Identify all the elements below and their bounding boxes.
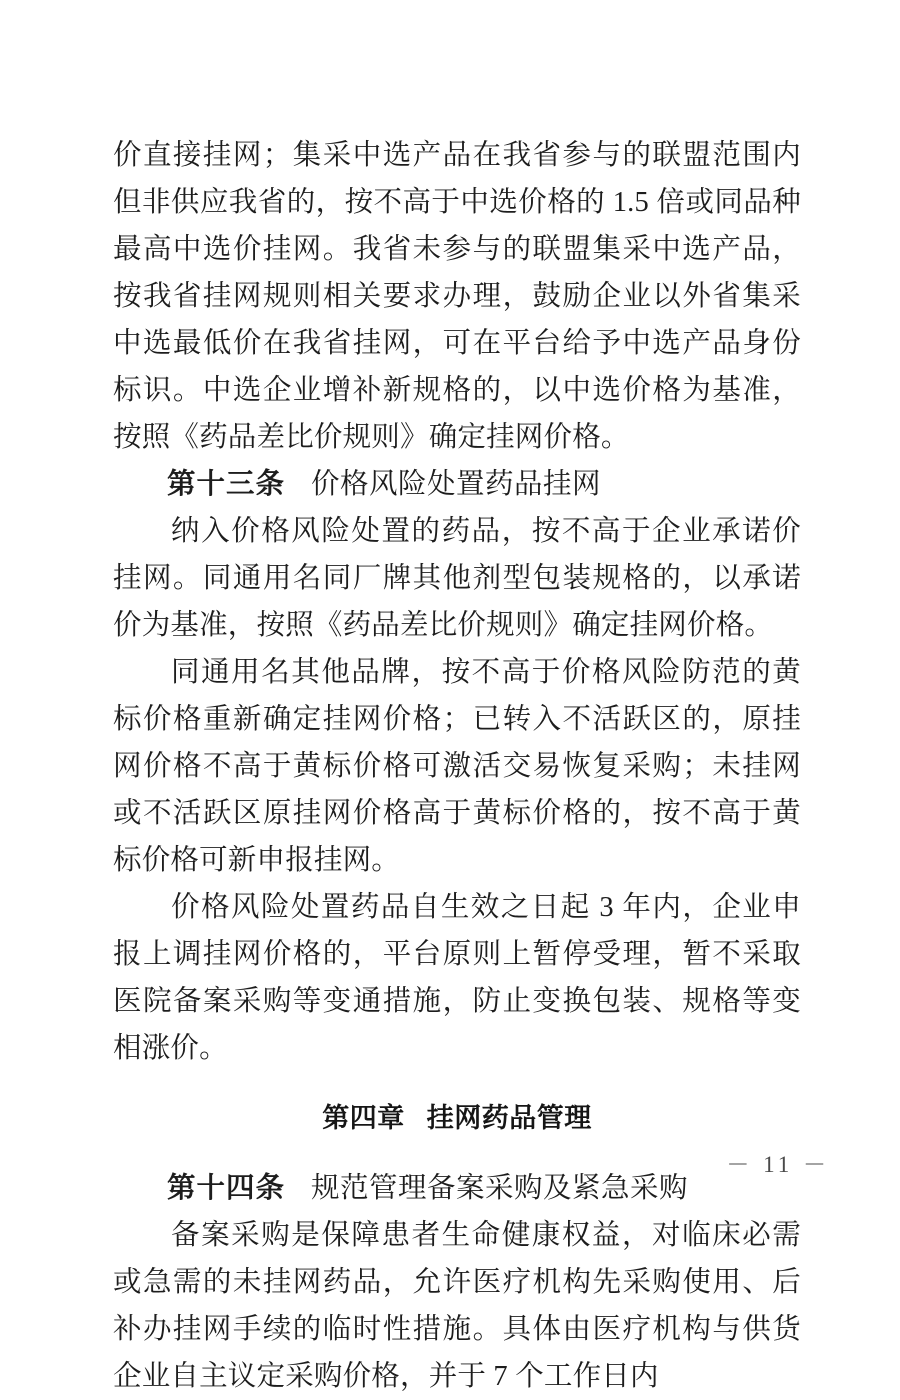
paragraph-13-1: 纳入价格风险处置的药品，按不高于企业承诺价挂网。同通用名同厂牌其他剂型包装规格的，以承诺价为基准，按照《药品差比价规则》确定挂网价格。 — [113, 516, 801, 641]
article-heading-13-title: 价格风险处置药品挂网 — [311, 469, 602, 500]
paragraph-13-2: 同通用名其他品牌，按不高于价格风险防范的黄标价格重新确定挂网价格；已转入不活跃区的，原挂网价格不高于黄标价格可激活交易恢复采购；未挂网或不活跃区原挂网价格高于黄标价格的，按不高于黄标价格可新申报挂网。 — [113, 657, 801, 876]
chapter-heading-top-spacer — [113, 1072, 801, 1095]
article-heading-13 — [113, 461, 801, 508]
page-text-block — [113, 132, 801, 1400]
paragraph-13-3: 价格风险处置药品自生效之日起 3 年内，企业申报上调挂网价格的，平台原则上暂停受理，暂不采取医院备案采购等变通措施，防止变换包装、规格等变相涨价。 — [113, 892, 801, 1064]
article-heading-13-label: 第十三条 — [167, 469, 286, 500]
page-number-footer: － 11 － — [726, 1152, 830, 1177]
article-heading-14-title: 规范管理备案采购及紧急采购 — [311, 1173, 689, 1204]
chapter-heading-4-title: 挂网药品管理 — [426, 1103, 592, 1133]
chapter-heading-4-number: 第四章 — [322, 1103, 405, 1133]
paragraph-continued-from-previous-page: 价直接挂网；集采中选产品在我省参与的联盟范围内但非供应我省的，按不高于中选价格的 1.5 倍或同品种最高中选价挂网。我省未参与的联盟集采中选产品，按我省挂网规则相关要求办理，鼓励企业以外省集采中选最低价在我省挂网，可在平台给予中选产品身份标识。中选企业增补新规格的，以中选价格为基准，按照《药品差比价规则》确定挂网价格。 — [113, 140, 801, 453]
article-heading-14-label: 第十四条 — [167, 1173, 286, 1204]
paragraph-14-1: 备案采购是保障患者生命健康权益，对临床必需或急需的未挂网药品，允许医疗机构先采购使用、后补办挂网手续的临时性措施。具体由医疗机构与供货企业自主议定采购价格，并于 7 个工作日内 — [113, 1220, 801, 1392]
chapter-heading-4 — [113, 1095, 801, 1142]
